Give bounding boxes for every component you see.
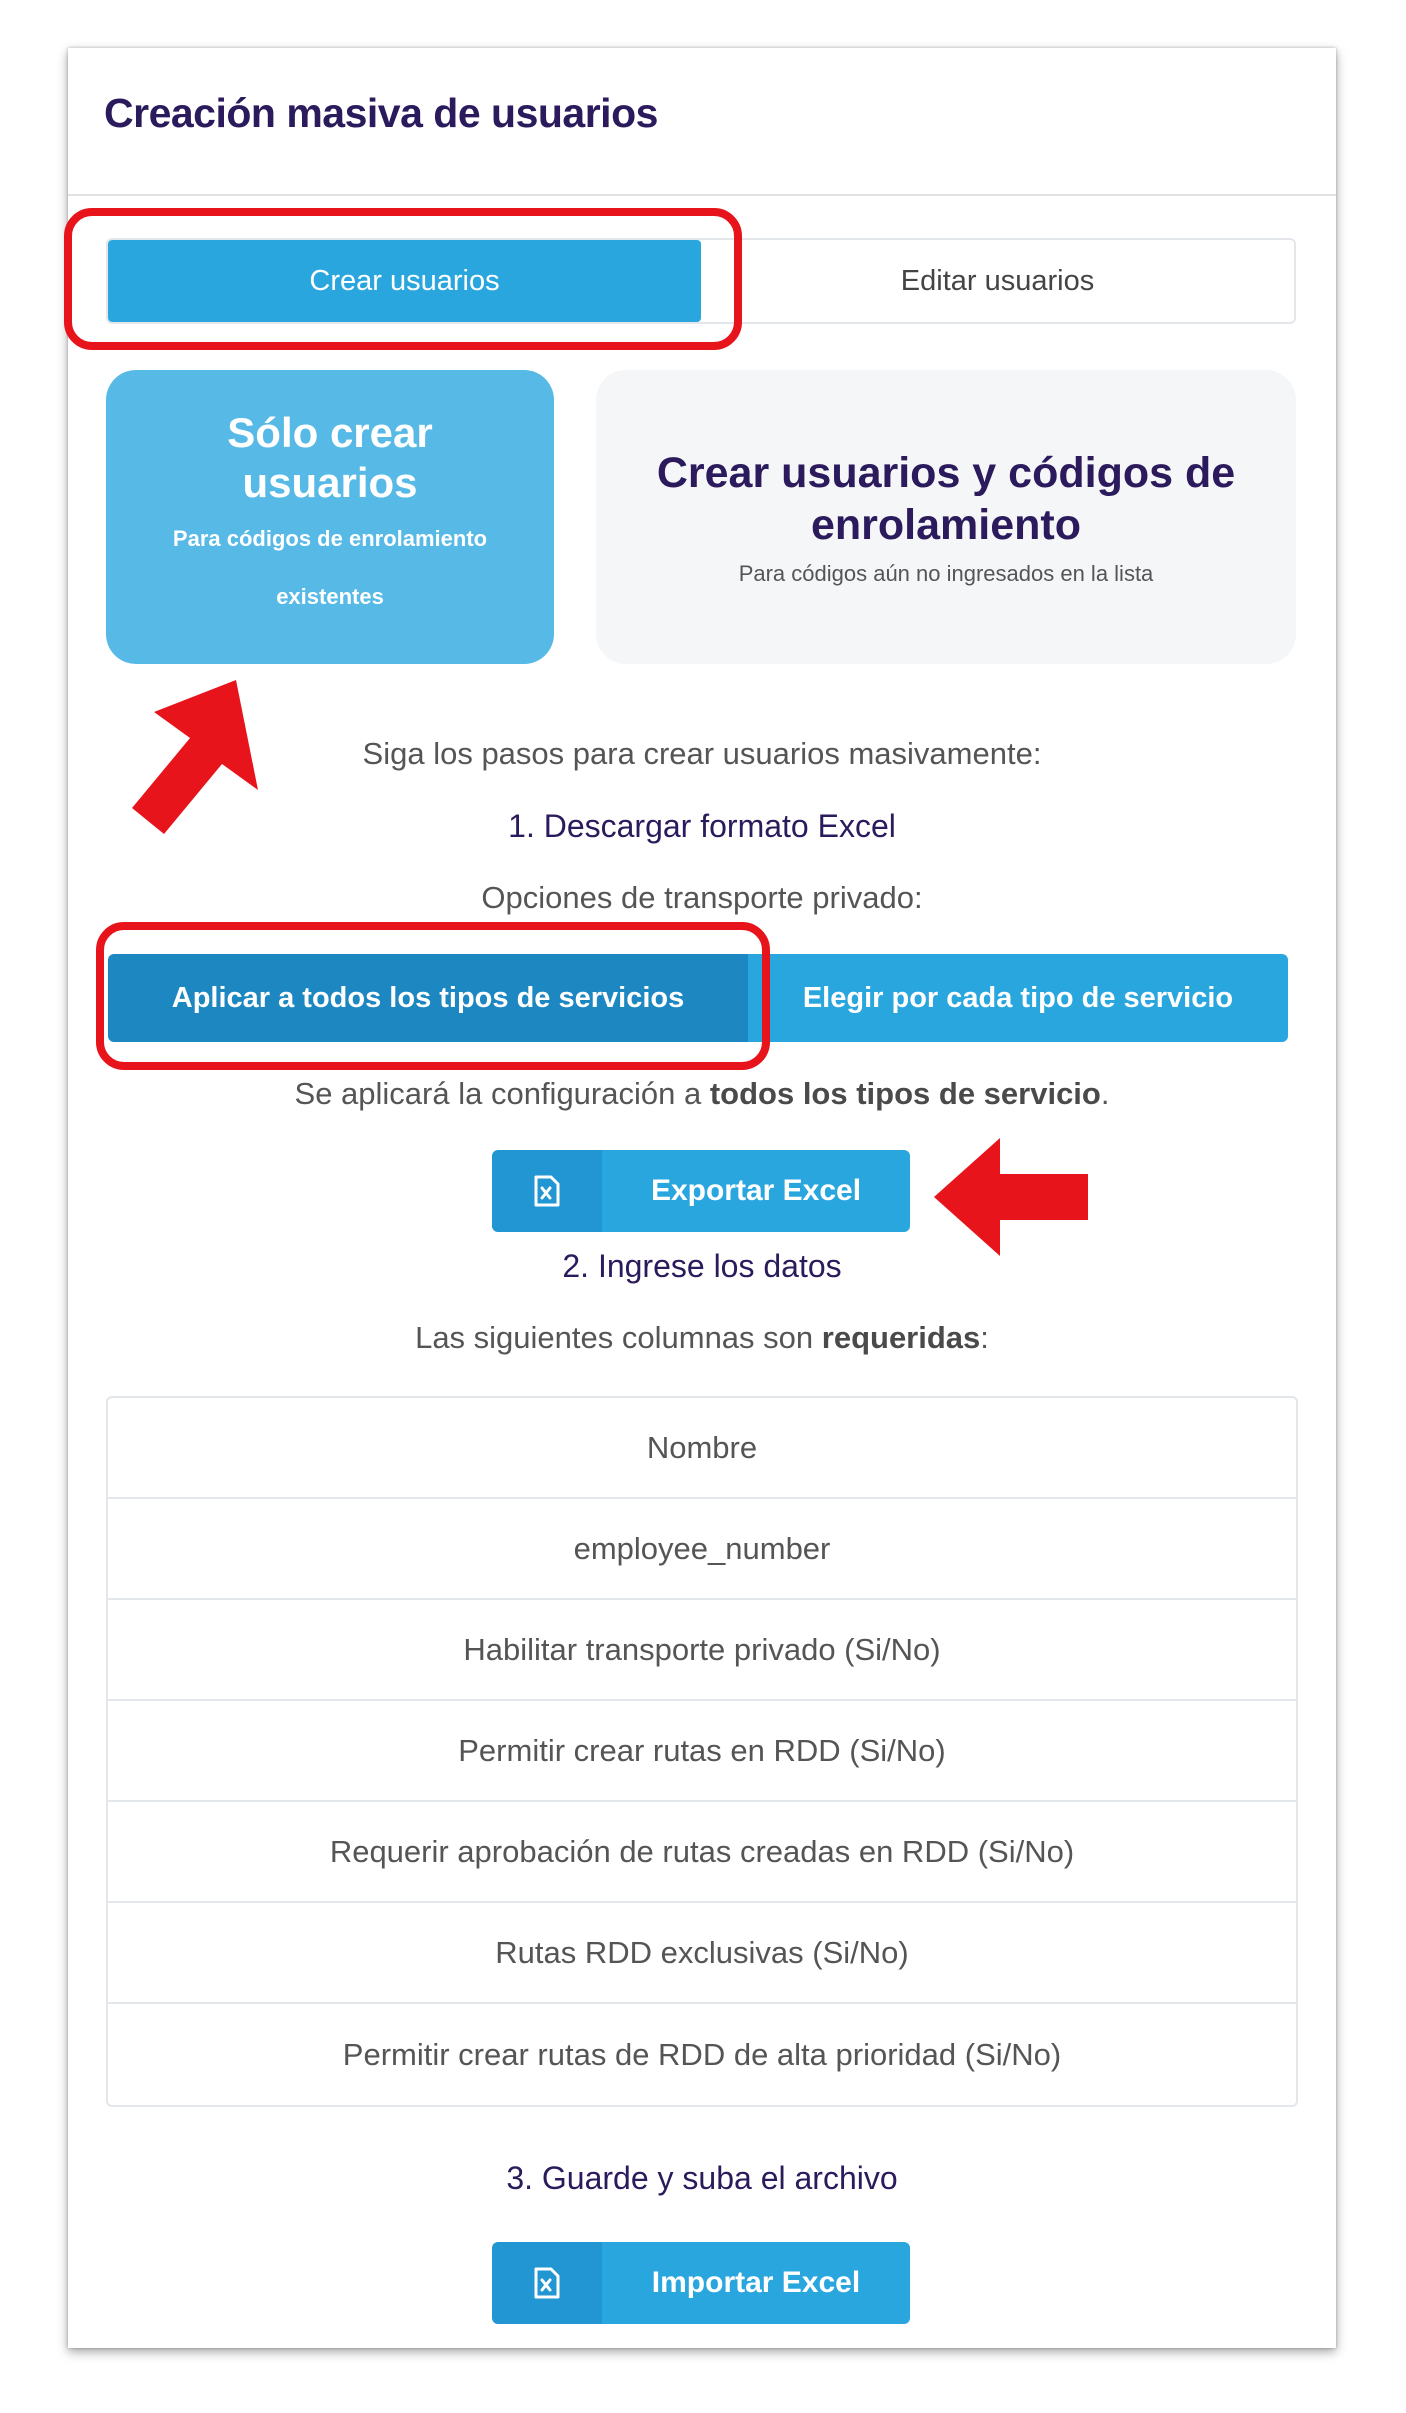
required-column-row: Rutas RDD exclusivas (Si/No) xyxy=(108,1903,1296,2004)
card-create-users-and-codes[interactable] xyxy=(596,370,1296,664)
annotation-highlight-tab xyxy=(64,208,742,350)
required-prefix: Las siguientes columnas son xyxy=(415,1320,822,1355)
import-excel-label: Importar Excel xyxy=(602,2242,910,2324)
apply-note-suffix: . xyxy=(1100,1076,1110,1111)
step-2-heading: 2. Ingrese los datos xyxy=(562,1248,842,1284)
export-excel-button[interactable] xyxy=(492,1150,910,1232)
required-bold: requeridas xyxy=(821,1320,981,1355)
transport-options-label: Opciones de transporte privado: xyxy=(481,880,923,915)
required-columns-intro xyxy=(68,1320,1336,1356)
excel-file-icon xyxy=(492,2242,602,2324)
excel-file-icon xyxy=(492,1150,602,1232)
export-excel-label: Exportar Excel xyxy=(602,1150,910,1232)
annotation-arrow-up-icon xyxy=(118,672,278,842)
annotation-highlight-option xyxy=(96,922,770,1070)
required-column-row: Permitir crear rutas de RDD de alta prioridad (Si/No) xyxy=(342,2036,1062,2072)
panel-title: Creación masiva de usuarios xyxy=(104,90,658,136)
choose-per-service-button[interactable]: Elegir por cada tipo de servicio xyxy=(748,954,1288,1042)
step-1-heading: 1. Descargar formato Excel xyxy=(508,808,896,844)
apply-note xyxy=(68,1076,1336,1112)
card-create-users-and-codes-title: Crear usuarios y códigos de enrolamiento xyxy=(656,449,1236,549)
import-excel-button[interactable] xyxy=(492,2242,910,2324)
apply-note-prefix: Se aplicará la configuración a xyxy=(294,1076,710,1111)
tab-edit-users[interactable]: Editar usuarios xyxy=(701,240,1294,322)
required-column-row: Habilitar transporte privado (Si/No) xyxy=(108,1600,1296,1701)
instructions-intro: Siga los pasos para crear usuarios masivamente: xyxy=(362,736,1042,771)
required-column-row: Permitir crear rutas en RDD (Si/No) xyxy=(108,1701,1296,1802)
required-column-row: employee_number xyxy=(108,1499,1296,1600)
card-only-create-users-title: Sólo crear usuarios xyxy=(227,409,433,506)
required-column-row: Requerir aprobación de rutas creadas en RDD (Si/No) xyxy=(108,1802,1296,1903)
tab-create-users[interactable]: Crear usuarios xyxy=(108,240,701,322)
title-divider xyxy=(68,194,1336,196)
card-create-users-and-codes-subtitle: Para códigos aún no ingresados en la lista xyxy=(738,561,1154,586)
step-3-heading: 3. Guarde y suba el archivo xyxy=(506,2160,898,2196)
required-columns-table xyxy=(106,1396,1298,2107)
required-suffix: : xyxy=(980,1320,989,1355)
card-only-create-users[interactable] xyxy=(106,370,554,664)
apply-note-bold: todos los tipos de servicio xyxy=(709,1076,1101,1111)
card-only-create-users-subtitle: Para códigos de enrolamiento existentes xyxy=(172,526,488,609)
annotation-arrow-left-icon xyxy=(928,1132,1098,1262)
required-column-row: Nombre xyxy=(108,1398,1296,1499)
apply-all-services-button[interactable]: Aplicar a todos los tipos de servicios xyxy=(108,954,748,1042)
